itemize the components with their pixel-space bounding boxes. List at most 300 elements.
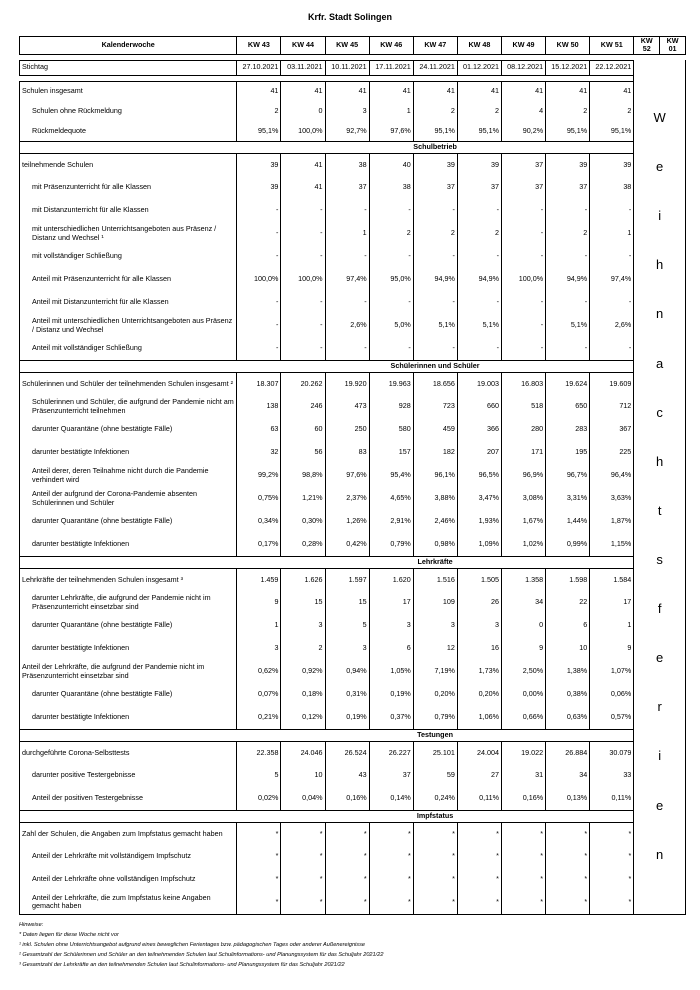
table-row [20,395,686,418]
row-value: 3 [325,637,369,660]
row-label: darunter bestätigte Infektionen [20,637,237,660]
row-value: 39 [237,176,281,199]
section-left-spacer [20,141,237,153]
row-value: 95,1% [413,121,457,141]
row-value: 5 [325,614,369,637]
row-value: - [590,245,634,268]
row-value: 19.624 [546,372,590,395]
row-value: 41 [546,81,590,101]
row-value: 98,8% [281,464,325,487]
row-value: 19.920 [325,372,369,395]
row-value: - [501,245,545,268]
row-value: - [281,222,325,245]
row-value: 100,0% [281,121,325,141]
table-row [20,787,686,810]
table-row [20,683,686,706]
row-value: - [325,337,369,360]
row-value: 96,7% [546,464,590,487]
row-value: 0,20% [457,683,501,706]
header-kalenderwoche: Kalenderwoche [20,37,237,55]
row-value: 0,17% [237,533,281,556]
row-label: Anteil mit Distanzunterricht für alle Klassen [20,291,237,314]
row-value: 3,47% [457,487,501,510]
vertical-letter: r [657,699,662,715]
table-row [20,418,686,441]
row-value: 3,88% [413,487,457,510]
row-value: 3 [457,614,501,637]
row-value: 41 [281,153,325,176]
table-row [20,891,686,914]
row-value: 95,4% [369,464,413,487]
row-label: darunter Quarantäne (ohne bestätigte Fälle) [20,510,237,533]
row-value: - [413,291,457,314]
row-value: 1,26% [325,510,369,533]
section-header-row [20,729,686,741]
row-value: * [546,822,590,845]
row-value: 0,19% [369,683,413,706]
row-value: 723 [413,395,457,418]
row-label: Anteil mit vollständiger Schließung [20,337,237,360]
row-value: 40 [369,153,413,176]
row-value: 19.963 [369,372,413,395]
section-header-row [20,141,686,153]
row-value: 34 [501,591,545,614]
row-value: 280 [501,418,545,441]
row-value: 2 [546,222,590,245]
row-value: 1 [237,614,281,637]
table-row [20,101,686,121]
row-value: 2,6% [325,314,369,337]
row-value: 2 [590,101,634,121]
footnotes [19,920,686,970]
row-value: * [457,822,501,845]
row-value: - [457,337,501,360]
row-label: Anteil der Lehrkräfte mit vollständigem Impfschutz [20,845,237,868]
row-value: 60 [281,418,325,441]
row-value: * [237,891,281,914]
row-value: 2 [413,101,457,121]
note-line: ² Gesamtzahl der Schülerinnen und Schüler an den teilnehmenden Schulen laut Schulinformations- und Planungssystem für das Schuljahr 2021/22 [19,952,384,958]
table-row [20,591,686,614]
row-value: 83 [325,441,369,464]
header-week: KW 44 [281,37,325,55]
row-value: * [369,822,413,845]
row-value: 712 [590,395,634,418]
row-value: 0,20% [413,683,457,706]
row-value: 367 [590,418,634,441]
stichtag-date: 15.12.2021 [546,60,590,75]
row-value: 207 [457,441,501,464]
table-row [20,441,686,464]
row-value: 5,1% [546,314,590,337]
row-value: 31 [501,764,545,787]
vertical-letter: t [657,502,662,518]
row-value: 4 [501,101,545,121]
row-value: 94,9% [457,268,501,291]
row-value: 0,11% [590,787,634,810]
row-value: 3 [237,637,281,660]
table-row [20,741,686,764]
header-week: KW 45 [325,37,369,55]
row-value: * [546,891,590,914]
row-value: 195 [546,441,590,464]
row-value: 37 [413,176,457,199]
row-value: 39 [237,153,281,176]
row-value: 1 [590,614,634,637]
row-value: - [237,245,281,268]
row-value: 0,63% [546,706,590,729]
row-value: 182 [413,441,457,464]
row-value: 95,0% [369,268,413,291]
row-label: darunter Lehrkräfte, die aufgrund der Pandemie nicht im Präsenzunterricht einsetzbar sind [20,591,237,614]
section-title: Testungen [237,729,634,741]
table-row [20,153,686,176]
row-value: 27 [457,764,501,787]
row-value: 41 [457,81,501,101]
row-value: * [413,822,457,845]
row-value: 283 [546,418,590,441]
vertical-letter: n [656,306,664,322]
vertical-letter: h [656,257,664,273]
table-row [20,568,686,591]
row-value: * [590,822,634,845]
stichtag-date: 01.12.2021 [457,60,501,75]
section-left-spacer [20,556,237,568]
row-value: 0,92% [281,660,325,683]
row-value: 0,11% [457,787,501,810]
row-value: - [501,314,545,337]
row-value: * [457,845,501,868]
row-value: * [501,891,545,914]
row-value: 41 [281,176,325,199]
stichtag-date: 27.10.2021 [237,60,281,75]
row-value: - [546,199,590,222]
row-value: 0,19% [325,706,369,729]
row-value: 3 [325,101,369,121]
row-value: 0,75% [237,487,281,510]
row-value: * [369,845,413,868]
row-value: 39 [457,153,501,176]
row-value: 24.004 [457,741,501,764]
table-row [20,868,686,891]
row-value: * [325,845,369,868]
row-value: 1.459 [237,568,281,591]
row-value: 2 [457,101,501,121]
row-value: 33 [590,764,634,787]
row-value: - [501,337,545,360]
table-row [20,176,686,199]
row-value: * [369,891,413,914]
row-value: 0,66% [501,706,545,729]
row-value: 0,79% [369,533,413,556]
row-value: 459 [413,418,457,441]
row-value: 366 [457,418,501,441]
stichtag-date: 24.11.2021 [413,60,457,75]
table-row [20,372,686,395]
row-value: * [369,868,413,891]
row-value: - [237,199,281,222]
vertical-letter: W [653,109,666,125]
row-value: 660 [457,395,501,418]
stichtag-date: 03.11.2021 [281,60,325,75]
row-value: 20.262 [281,372,325,395]
row-value: 171 [501,441,545,464]
row-value: 17 [369,591,413,614]
row-value: 0,28% [281,533,325,556]
row-value: * [413,845,457,868]
row-label: Anteil derer, deren Teilnahme nicht durch die Pandemie verhindert wird [20,464,237,487]
row-value: 39 [590,153,634,176]
row-value: 0,21% [237,706,281,729]
row-value: 24.046 [281,741,325,764]
row-value: 0,94% [325,660,369,683]
row-value: 3 [413,614,457,637]
table-row [20,121,686,141]
note-line: ³ Gesamtzahl der Lehrkräfte an den teilnehmenden Schulen laut Schulinformations- und Planungssystem für das Schuljahr 2021/22 [19,962,345,968]
row-value: 0,00% [501,683,545,706]
row-value: 2 [237,101,281,121]
row-value: 0,37% [369,706,413,729]
row-value: * [281,868,325,891]
table-row [20,822,686,845]
row-value: 2,50% [501,660,545,683]
row-value: 0,24% [413,787,457,810]
row-value: 41 [369,81,413,101]
row-value: 0,98% [413,533,457,556]
row-label: darunter bestätigte Infektionen [20,706,237,729]
row-value: 2 [413,222,457,245]
header-week: KW 47 [413,37,457,55]
row-value: 9 [501,637,545,660]
notes-heading: Hinweise: [19,922,44,928]
row-value: 1.516 [413,568,457,591]
row-value: * [590,891,634,914]
row-value: - [237,337,281,360]
row-label: darunter bestätigte Infektionen [20,441,237,464]
section-title: Schülerinnen und Schüler [237,360,634,372]
row-value: - [325,245,369,268]
row-value: 26.227 [369,741,413,764]
row-value: 38 [369,176,413,199]
row-value: 96,4% [590,464,634,487]
row-value: - [369,291,413,314]
row-value: 1,87% [590,510,634,533]
row-value: 1.358 [501,568,545,591]
table-row [20,314,686,337]
row-value: 0,16% [325,787,369,810]
stichtag-date: 17.11.2021 [369,60,413,75]
row-value: 109 [413,591,457,614]
vertical-letter: e [656,797,664,813]
row-label: Schülerinnen und Schüler, die aufgrund der Pandemie nicht am Präsenzunterricht teilnehmen [20,395,237,418]
row-value: 41 [281,81,325,101]
row-value: 580 [369,418,413,441]
row-value: - [590,199,634,222]
row-label: Anteil mit Präsenzunterricht für alle Klassen [20,268,237,291]
row-value: 16.803 [501,372,545,395]
row-value: 1.584 [590,568,634,591]
row-value: 0,02% [237,787,281,810]
row-label: durchgeführte Corona-Selbsttests [20,741,237,764]
row-value: 1,73% [457,660,501,683]
row-value: 250 [325,418,369,441]
row-value: 38 [590,176,634,199]
row-value: 100,0% [501,268,545,291]
row-label: Zahl der Schulen, die Angaben zum Impfstatus gemacht haben [20,822,237,845]
row-label: darunter Quarantäne (ohne bestätigte Fälle) [20,683,237,706]
row-value: 0,18% [281,683,325,706]
row-value: 157 [369,441,413,464]
row-value: 26.524 [325,741,369,764]
row-label: darunter positive Testergebnisse [20,764,237,787]
row-value: 97,6% [325,464,369,487]
row-value: * [590,868,634,891]
row-value: 96,9% [501,464,545,487]
row-value: 225 [590,441,634,464]
weihnachtsferien-column [634,60,686,914]
row-value: 63 [237,418,281,441]
row-value: - [590,291,634,314]
row-value: 2,37% [325,487,369,510]
table-row [20,660,686,683]
section-title: Schulbetrieb [237,141,634,153]
row-value: 38 [325,153,369,176]
stichtag-date: 22.12.2021 [590,60,634,75]
row-value: 0,62% [237,660,281,683]
row-value: 6 [369,637,413,660]
row-value: 94,9% [546,268,590,291]
row-value: 22.358 [237,741,281,764]
row-value: 15 [325,591,369,614]
row-value: - [281,199,325,222]
row-value: 1 [325,222,369,245]
vertical-letter: a [656,355,664,371]
row-value: 95,1% [457,121,501,141]
row-value: - [369,337,413,360]
stichtag-label: Stichtag [20,60,237,75]
weihnachtsferien-vertical-text [636,77,683,897]
row-value: 10 [281,764,325,787]
row-value: 41 [413,81,457,101]
row-value: 12 [413,637,457,660]
row-value: - [546,245,590,268]
row-value: 1,07% [590,660,634,683]
row-value: 37 [325,176,369,199]
row-value: 5,1% [413,314,457,337]
row-label: mit vollständiger Schließung [20,245,237,268]
row-value: 95,1% [237,121,281,141]
row-value: 0,99% [546,533,590,556]
row-value: 0,13% [546,787,590,810]
row-value: 25.101 [413,741,457,764]
vertical-letter: e [656,650,664,666]
row-value: 1.620 [369,568,413,591]
header-week: KW 46 [369,37,413,55]
row-value: 0,31% [325,683,369,706]
table-row [20,614,686,637]
vertical-letter: i [658,748,662,764]
vertical-letter: n [656,846,664,862]
row-value: 97,4% [590,268,634,291]
row-value: 0,34% [237,510,281,533]
row-value: - [325,291,369,314]
row-value: 1,15% [590,533,634,556]
table-row [20,845,686,868]
row-label: darunter Quarantäne (ohne bestätigte Fälle) [20,614,237,637]
row-value: 1 [369,101,413,121]
row-value: 246 [281,395,325,418]
row-value: 2,91% [369,510,413,533]
row-value: 96,5% [457,464,501,487]
row-label: teilnehmende Schulen [20,153,237,176]
row-value: - [369,199,413,222]
row-value: 41 [501,81,545,101]
row-label: Anteil der aufgrund der Corona-Pandemie absenten Schülerinnen und Schüler [20,487,237,510]
table-row [20,199,686,222]
table-row [20,764,686,787]
row-value: - [237,291,281,314]
table-row [20,222,686,245]
row-value: - [501,199,545,222]
row-value: 0,07% [237,683,281,706]
row-value: 2 [281,637,325,660]
vertical-letter: e [656,159,664,175]
row-value: 97,4% [325,268,369,291]
row-value: * [281,845,325,868]
table-row [20,291,686,314]
table-row [20,245,686,268]
row-value: 3 [369,614,413,637]
row-value: - [501,222,545,245]
table-row [20,487,686,510]
row-value: 0,42% [325,533,369,556]
row-value: 5 [237,764,281,787]
header-week: KW 43 [237,37,281,55]
row-label: mit unterschiedlichen Unterrichtsangeboten aus Präsenz / Distanz und Wechsel ¹ [20,222,237,245]
row-value: - [413,199,457,222]
row-value: - [457,291,501,314]
row-value: * [281,822,325,845]
row-value: - [281,314,325,337]
row-value: 2 [546,101,590,121]
vertical-letter: c [656,404,663,420]
table-row [20,637,686,660]
row-label: Lehrkräfte der teilnehmenden Schulen insgesamt ³ [20,568,237,591]
row-value: - [413,245,457,268]
row-value: - [325,199,369,222]
row-value: * [325,822,369,845]
row-value: 34 [546,764,590,787]
row-value: 41 [325,81,369,101]
row-value: 1,02% [501,533,545,556]
section-left-spacer [20,729,237,741]
section-header-row [20,556,686,568]
row-value: * [237,845,281,868]
row-value: 37 [546,176,590,199]
row-value: 0,79% [413,706,457,729]
row-value: * [457,868,501,891]
row-value: 100,0% [281,268,325,291]
row-value: 1,93% [457,510,501,533]
row-value: 97,6% [369,121,413,141]
row-value: 2 [457,222,501,245]
row-value: 7,19% [413,660,457,683]
row-value: 19.022 [501,741,545,764]
row-value: * [281,891,325,914]
row-value: 18.307 [237,372,281,395]
row-value: 518 [501,395,545,418]
row-value: 43 [325,764,369,787]
